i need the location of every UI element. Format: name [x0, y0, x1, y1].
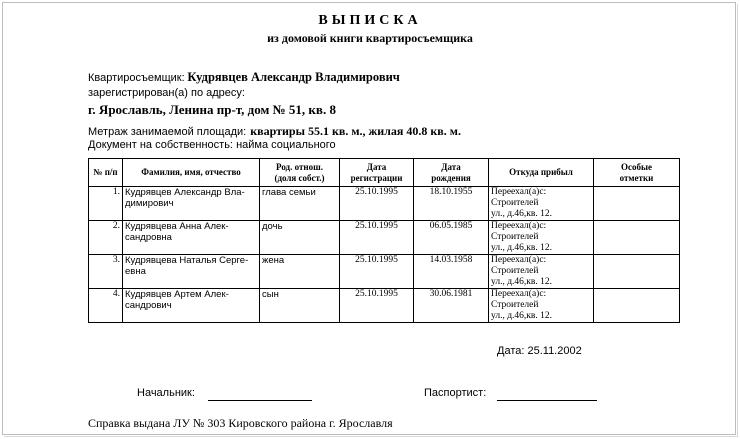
header-notes: [594, 159, 680, 187]
header-birth-line1: Дата: [441, 161, 461, 172]
area-label: Метраж занимаемой площади:: [88, 126, 247, 138]
header-relation-line2: (доля собст.): [274, 172, 325, 183]
row-birth-date: 18.10.1955: [414, 187, 489, 221]
row-origin: [489, 255, 594, 289]
address-value: г. Ярославль, Ленина пр-т, дом № 51, кв. 8: [88, 102, 336, 117]
header-relation-line1: Род. отнош.: [276, 161, 323, 172]
row-origin-line2: ул., д.46,кв. 12.: [491, 209, 553, 219]
row-origin-line2: ул., д.46,кв. 12.: [491, 243, 553, 253]
passport-officer-label: Паспортист:: [424, 387, 487, 399]
row-reg-date: 25.10.1995: [340, 187, 414, 221]
row-origin-line1: Переехал(а)с: Строителей: [491, 221, 547, 242]
row-relation: жена: [260, 255, 340, 289]
row-relation: глава семьи: [260, 187, 340, 221]
row-num: 4.: [89, 289, 123, 323]
row-origin-line1: Переехал(а)с: Строителей: [491, 255, 547, 276]
row-origin: [489, 187, 594, 221]
row-name-line2: сандрович: [125, 300, 172, 311]
header-relation: [260, 159, 340, 187]
row-birth-date: 30.06.1981: [414, 289, 489, 323]
row-origin-line1: Переехал(а)с: Строителей: [491, 187, 547, 208]
header-reg-line2: регистрации: [350, 172, 403, 183]
ownership-value: найма социального: [236, 139, 336, 151]
row-name-line2: евна: [125, 266, 146, 277]
table-header-row: [89, 159, 680, 187]
row-relation: дочь: [260, 221, 340, 255]
row-name-line1: Кудрявцев Александр Вла-: [125, 187, 245, 198]
table-row: [89, 289, 680, 323]
row-reg-date: 25.10.1995: [340, 221, 414, 255]
row-name-line1: Кудрявцева Наталья Серге-: [125, 255, 249, 266]
row-origin: [489, 289, 594, 323]
row-num: 3.: [89, 255, 123, 289]
row-name-line2: димирович: [125, 198, 174, 209]
row-birth-date: 14.03.1958: [414, 255, 489, 289]
row-name: [123, 255, 260, 289]
header-notes-line1: Особые: [620, 161, 653, 172]
table-row: [89, 255, 680, 289]
ownership-line: [88, 139, 336, 151]
header-notes-line2: отметки: [619, 172, 654, 183]
header-birth-line2: рождения: [431, 172, 471, 183]
ownership-label: Документ на собственность:: [88, 139, 233, 151]
row-num: 1.: [89, 187, 123, 221]
row-origin: [489, 221, 594, 255]
row-notes: [594, 187, 680, 221]
registered-label: зарегистрирован(а) по адресу:: [88, 87, 245, 99]
row-notes: [594, 289, 680, 323]
header-reg-date: [340, 159, 414, 187]
table-row: [89, 221, 680, 255]
row-name: [123, 289, 260, 323]
row-origin-line2: ул., д.46,кв. 12.: [491, 277, 553, 287]
header-origin: Откуда прибыл: [489, 159, 594, 187]
row-notes: [594, 221, 680, 255]
row-name: [123, 221, 260, 255]
document-date: Дата: 25.11.2002: [497, 345, 582, 357]
row-name-line1: Кудрявцев Артем Алек-: [125, 289, 229, 300]
chief-signature-line: [208, 400, 312, 401]
row-birth-date: 06.05.1985: [414, 221, 489, 255]
row-reg-date: 25.10.1995: [340, 255, 414, 289]
passport-officer-signature-line: [497, 400, 597, 401]
residents-table: [88, 158, 680, 323]
row-name-line2: сандровна: [125, 232, 172, 243]
header-name: Фамилия, имя, отчество: [123, 159, 260, 187]
document-title: ВЫПИСКА: [318, 13, 422, 28]
table-row: [89, 187, 680, 221]
row-name-line1: Кудрявцева Анна Алек-: [125, 221, 229, 232]
row-reg-date: 25.10.1995: [340, 289, 414, 323]
document-subtitle: из домовой книги квартиросъемщика: [267, 31, 473, 45]
row-origin-line1: Переехал(а)с: Строителей: [491, 289, 547, 310]
area-line: [88, 122, 461, 140]
chief-label: Начальник:: [137, 387, 195, 399]
row-notes: [594, 255, 680, 289]
tenant-value: Кудрявцев Александр Владимирович: [187, 70, 400, 84]
row-num: 2.: [89, 221, 123, 255]
tenant-label: Квартиросъемщик:: [88, 72, 185, 84]
header-reg-line1: Дата: [366, 161, 387, 172]
issued-by-text: Справка выдана ЛУ № 303 Кировского района г. Ярославля: [88, 416, 393, 430]
area-value: квартиры 55.1 кв. м., жилая 40.8 кв. м.: [250, 124, 461, 138]
tenant-line: [88, 70, 400, 85]
header-num: № п/п: [89, 159, 123, 187]
row-name: [123, 187, 260, 221]
header-birth-date: [414, 159, 489, 187]
row-relation: сын: [260, 289, 340, 323]
row-origin-line2: ул., д.46,кв. 12.: [491, 311, 553, 321]
